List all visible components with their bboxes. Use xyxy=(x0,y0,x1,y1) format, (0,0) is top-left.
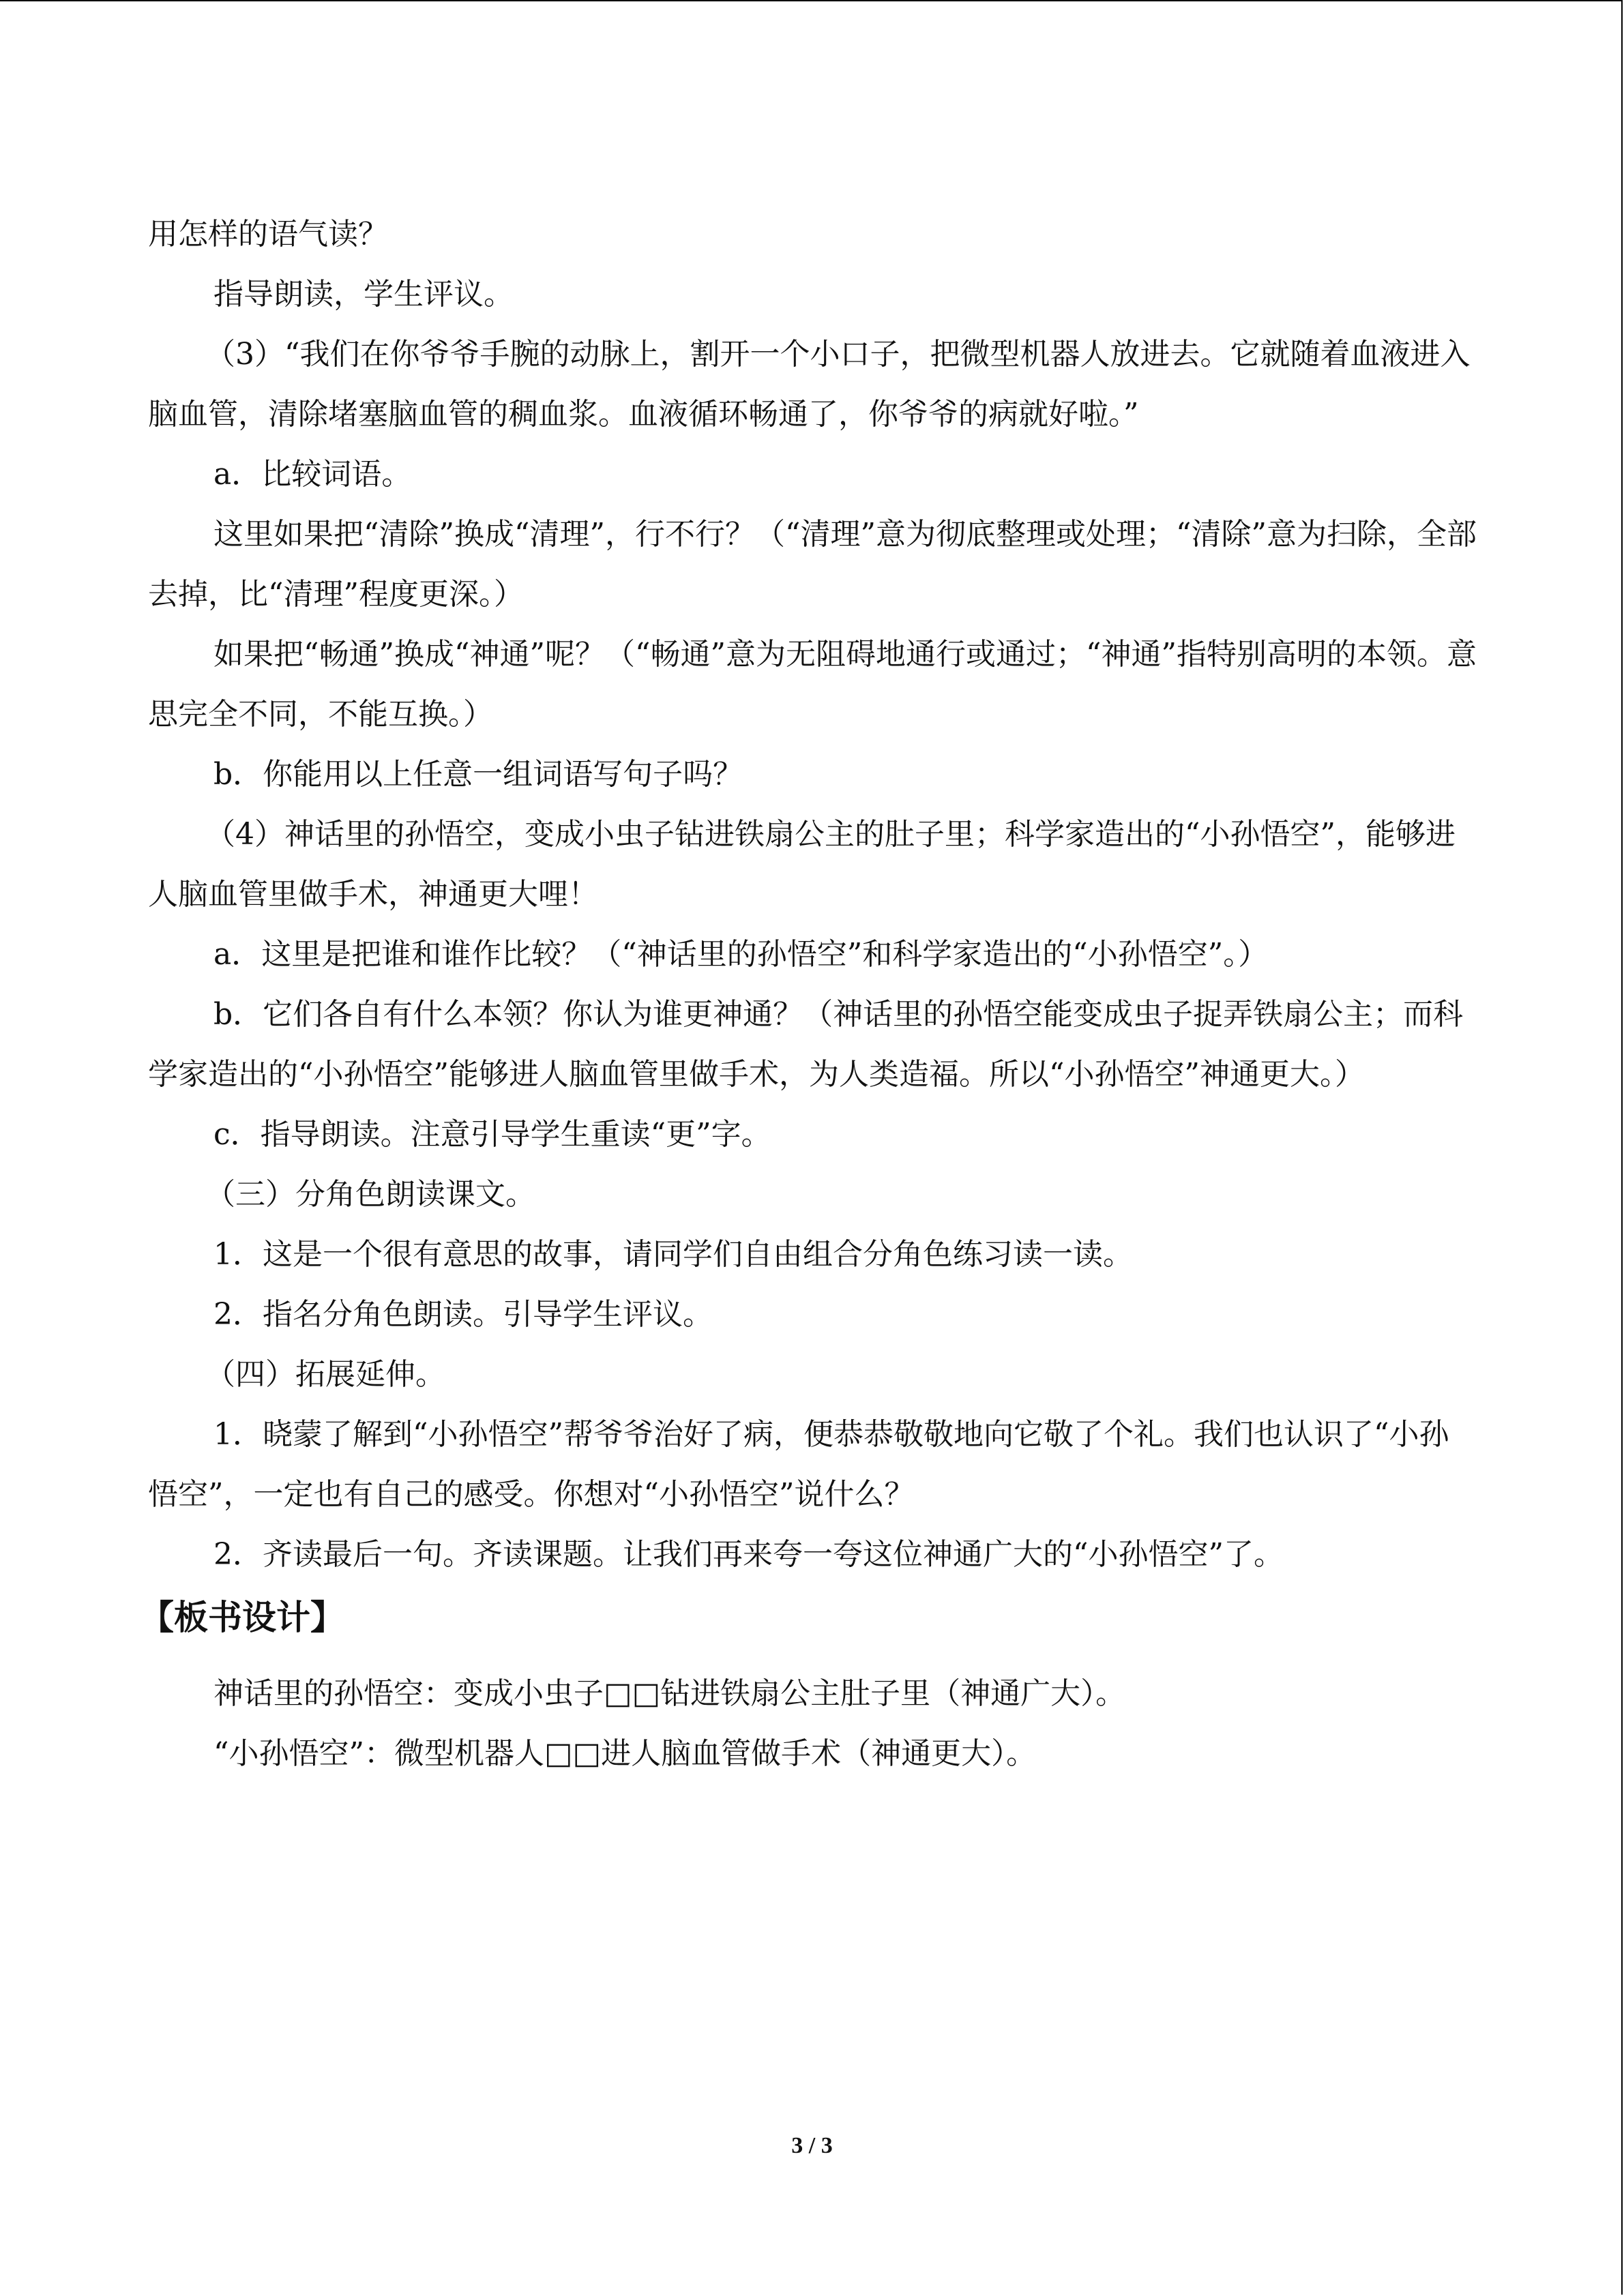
paragraph-3: （3）“我们在你爷爷手腕的动脉上，割开一个小口子，把微型机器人放进去。它就随着血液进入脑血管，清除堵塞脑血管的稠血浆。血液循环畅通了，你爷爷的病就好啦。” xyxy=(148,337,1471,432)
document-body xyxy=(140,205,1478,1784)
paragraph-6: 如果把“畅通”换成“神通”呢？（“畅通”意为无阻碍地通行或通过；“神通”指特别高明的本领。意思完全不同，不能互换。） xyxy=(148,637,1477,732)
paragraph-10: b．它们各自有什么本领？你认为谁更神通？（神话里的孙悟空能变成虫子捉弄铁扇公主；而科学家造出的“小孙悟空”能够进人脑血管里做手术，为人类造福。所以“小孙悟空”神通更大。） xyxy=(148,997,1464,1092)
board-line-2: “小孙悟空”：微型机器人□□进人脑血管做手术（神通更大）。 xyxy=(213,1736,1037,1771)
paragraph-16: 1．晓蒙了解到“小孙悟空”帮爷爷治好了病，便恭恭敬敬地向它敬了个礼。我们也认识了“小孙悟空”，一定也有自己的感受。你想对“小孙悟空”说什么？ xyxy=(148,1417,1449,1512)
paragraph-12: （三）分角色朗读课文。 xyxy=(205,1177,535,1212)
board-design-heading: 【板书设计】 xyxy=(140,1598,344,1637)
paragraph-15: （四）拓展延伸。 xyxy=(205,1357,445,1392)
paragraph-4: a．比较词语。 xyxy=(213,457,412,492)
paragraph-2: 指导朗读，学生评议。 xyxy=(213,277,514,312)
paragraph-14: 2．指名分角色朗读。引导学生评议。 xyxy=(213,1297,713,1332)
paragraph-7: b．你能用以上任意一组词语写句子吗？ xyxy=(213,757,743,792)
paragraph-8: （4）神话里的孙悟空，变成小虫子钻进铁扇公主的肚子里；科学家造出的“小孙悟空”，能够进人脑血管里做手术，神通更大哩！ xyxy=(148,817,1456,912)
paragraph-5: 这里如果把“清除”换成“清理”，行不行？（“清理”意为彻底整理或处理；“清除”意为扫除，全部去掉，比“清理”程度更深。） xyxy=(148,517,1477,612)
paragraph-13: 1．这是一个很有意思的故事，请同学们自由组合分角色练习读一读。 xyxy=(213,1237,1133,1272)
paragraph-9: a．这里是把谁和谁作比较？（“神话里的孙悟空”和科学家造出的“小孙悟空”。） xyxy=(213,937,1269,972)
paragraph-1: 用怎样的语气读？ xyxy=(148,217,388,252)
paragraph-17: 2．齐读最后一句。齐读课题。让我们再来夸一夸这位神通广大的“小孙悟空”了。 xyxy=(213,1537,1284,1572)
board-line-1: 神话里的孙悟空：变成小虫子□□钻进铁扇公主肚子里（神通广大）。 xyxy=(213,1676,1126,1711)
paragraph-11: c．指导朗读。注意引导学生重读“更”字。 xyxy=(213,1117,771,1152)
page-number: 3 / 3 xyxy=(791,2133,833,2158)
